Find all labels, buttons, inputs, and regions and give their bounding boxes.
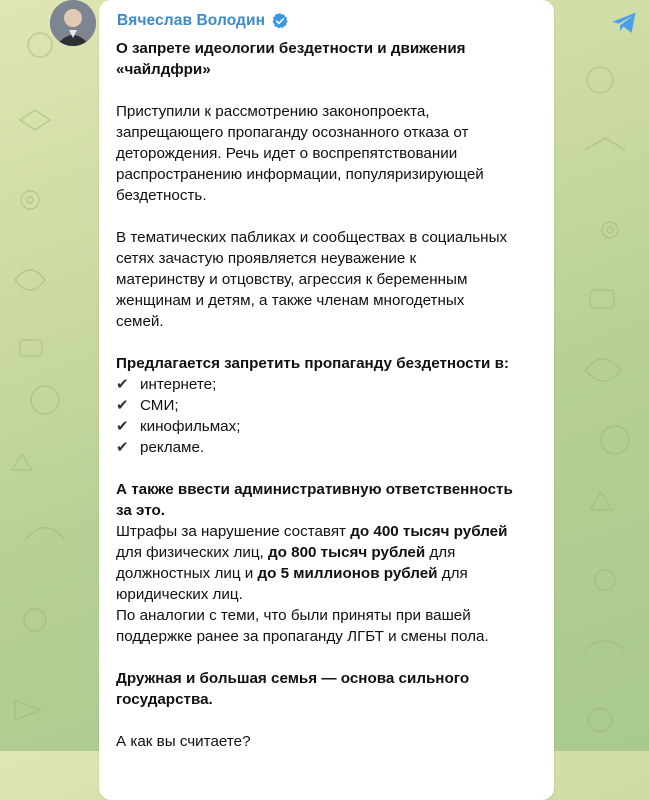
- message-text: [116, 38, 546, 773]
- checkmark-icon: ✔: [116, 439, 129, 456]
- closing-question: А как вы считаете?: [116, 733, 251, 750]
- proposal-heading: Предлагается запретить пропаганду бездетности в:: [116, 355, 509, 372]
- checkmark-icon: ✔: [116, 418, 129, 435]
- author-name[interactable]: Вячеслав Володин: [117, 12, 266, 29]
- proposal-block: [116, 353, 546, 458]
- list-item: ✔ рекламе.: [116, 439, 205, 456]
- fines-block: А также ввести административную ответственность за это. Штрафы за нарушение составят до 400 тысяч рублей для физических лиц, до 800 тысяч рублей для должностных лиц и до 5 миллионов рублей для юридических лиц. По аналогии с теми, что были приняты при вашей поддержке ранее за пропаганду ЛГБТ и смены пола.: [116, 481, 513, 645]
- checkmark-icon: ✔: [116, 397, 129, 414]
- post-title: О запрете идеологии бездетности и движения «чайлдфри»: [116, 40, 466, 78]
- avatar-photo: [50, 0, 96, 46]
- list-item: ✔ кинофильмах;: [116, 418, 241, 435]
- telegram-share-icon[interactable]: [611, 11, 638, 35]
- list-item: ✔ интернете;: [116, 376, 217, 393]
- message-bubble: [99, 0, 554, 800]
- checkmark-icon: ✔: [116, 376, 129, 393]
- verified-badge-icon: [271, 12, 289, 30]
- closing-statement: Дружная и большая семья — основа сильного государства.: [116, 670, 470, 708]
- list-item: ✔ СМИ;: [116, 397, 179, 414]
- message-header: [117, 12, 289, 30]
- paragraph-context: В тематических пабликах и сообществах в социальных сетях зачастую проявляется неуважение к материнству и отцовству, агрессия к беременным женщинам и детям, а также членам многодетных семей.: [116, 229, 508, 330]
- paragraph-intro: Приступили к рассмотрению законопроекта, запрещающего пропаганду осознанного отказа от деторождения. Речь идет о воспрепятствовании распространению информации, популяризирующей бездетность.: [116, 103, 484, 204]
- author-avatar[interactable]: [50, 0, 96, 46]
